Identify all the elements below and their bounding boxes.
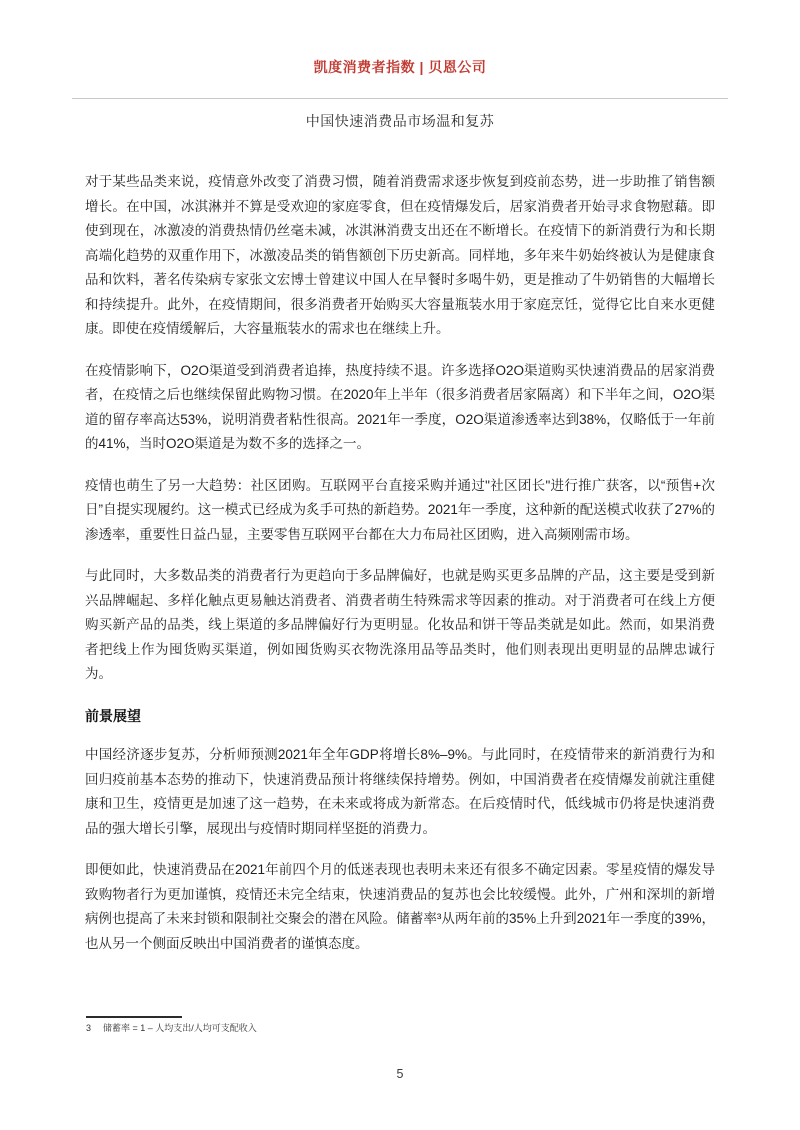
report-brand-header: 凯度消费者指数 | 贝恩公司 (313, 59, 487, 75)
paragraph: 与此同时，大多数品类的消费者行为更趋向于多品牌偏好，也就是购买更多品牌的产品，这主要是受到新兴品牌崛起、多样化触点更易触达消费者、消费者萌生特殊需求等因素的推动。对于消费者可在线上方便购买新产品的品类，线上渠道的多品牌偏好行为更明显。化妆品和饼干等品类就是如此。然而，如果消费者把线上作为囤货购买渠道，例如囤货购买衣物洗涤用品等品类时，他们则表现出更明显的品牌忠诚行为。 (85, 568, 715, 681)
footnote-divider (86, 1016, 182, 1018)
article-body (72, 170, 728, 956)
paragraph: 在疫情影响下，O2O渠道受到消费者追捧，热度持续不退。许多选择O2O渠道购买快速消费品的居家消费者，在疫情之后也继续保留此购物习惯。在2020年上半年（很多消费者居家隔离）和下半年之间，O2O渠道的留存率高达53%，说明消费者粘性很高。2021年一季度，O2O渠道渗透率达到38%，仅略低于一年前的41%，当时O2O渠道是为数不多的选择之一。 (85, 362, 715, 451)
page-number: 5 (396, 1067, 404, 1081)
paragraph: 中国经济逐步复苏，分析师预测2021年全年GDP将增长8%–9%。与此同时，在疫情带来的新消费行为和回归疫前基本态势的推动下，快速消费品预计将继续保持增势。例如，中国消费者在疫情爆发前就注重健康和卫生，疫情更是加速了这一趋势，在未来或将成为新常态。在后疫情时代，低线城市仍将是快速消费品的强大增长引擎，展现出与疫情时期同样坚挺的消费力。 (85, 747, 715, 836)
paragraph: 即便如此，快速消费品在2021年前四个月的低迷表现也表明未来还有很多不确定因素。零星疫情的爆发导致购物者行为更加谨慎，疫情还未完全结束，快速消费品的复苏也会比较缓慢。此外，广州和深圳的新增病例也提高了未来封锁和限制社交聚会的潜在风险。储蓄率³从两年前的35%上升到2021年一季度的39%，也从另一个侧面反映出中国消费者的谨慎态度。 (85, 862, 715, 951)
paragraph: 疫情也萌生了另一大趋势：社区团购。互联网平台直接采购并通过"社区团长"进行推广获客，以“预售+次日”自提实现履约。这一模式已经成为炙手可热的新趋势。2021年一季度，这种新的配送模式收获了27%的渗透率，重要性日益凸显，主要零售互联网平台都在大力布局社区团购，进入高频刚需市场。 (85, 477, 715, 542)
header-divider (72, 98, 728, 99)
footnote (86, 1016, 257, 1034)
footnote-text: 储蓄率 = 1 – 人均支出/人均可支配收入 (103, 1023, 257, 1033)
document-title: 中国快速消费品市场温和复苏 (305, 113, 495, 129)
section-heading-outlook: 前景展望 (85, 707, 141, 724)
footnote-marker: 3 (86, 1023, 92, 1033)
paragraph: 对于某些品类来说，疫情意外改变了消费习惯，随着消费需求逐步恢复到疫前态势，进一步助推了销售额增长。在中国，冰淇淋并不算是受欢迎的家庭零食，但在疫情爆发后，居家消费者开始寻求食物慰藉。即使到现在，冰激凌的消费热情仍丝毫未减，冰淇淋消费支出还在不断增长。在疫情下的新消费行为和长期高端化趋势的双重作用下，冰激凌品类的销售额创下历史新高。同样地，多年来牛奶始终被认为是健康食品和饮料，著名传染病专家张文宏博士曾建议中国人在早餐时多喝牛奶，更是推动了牛奶销售的大幅增长和持续提升。此外，在疫情期间，很多消费者开始购买大容量瓶装水用于家庭烹饪，觉得它比自来水更健康。即使在疫情缓解后，大容量瓶装水的需求也在继续上升。 (85, 174, 715, 336)
